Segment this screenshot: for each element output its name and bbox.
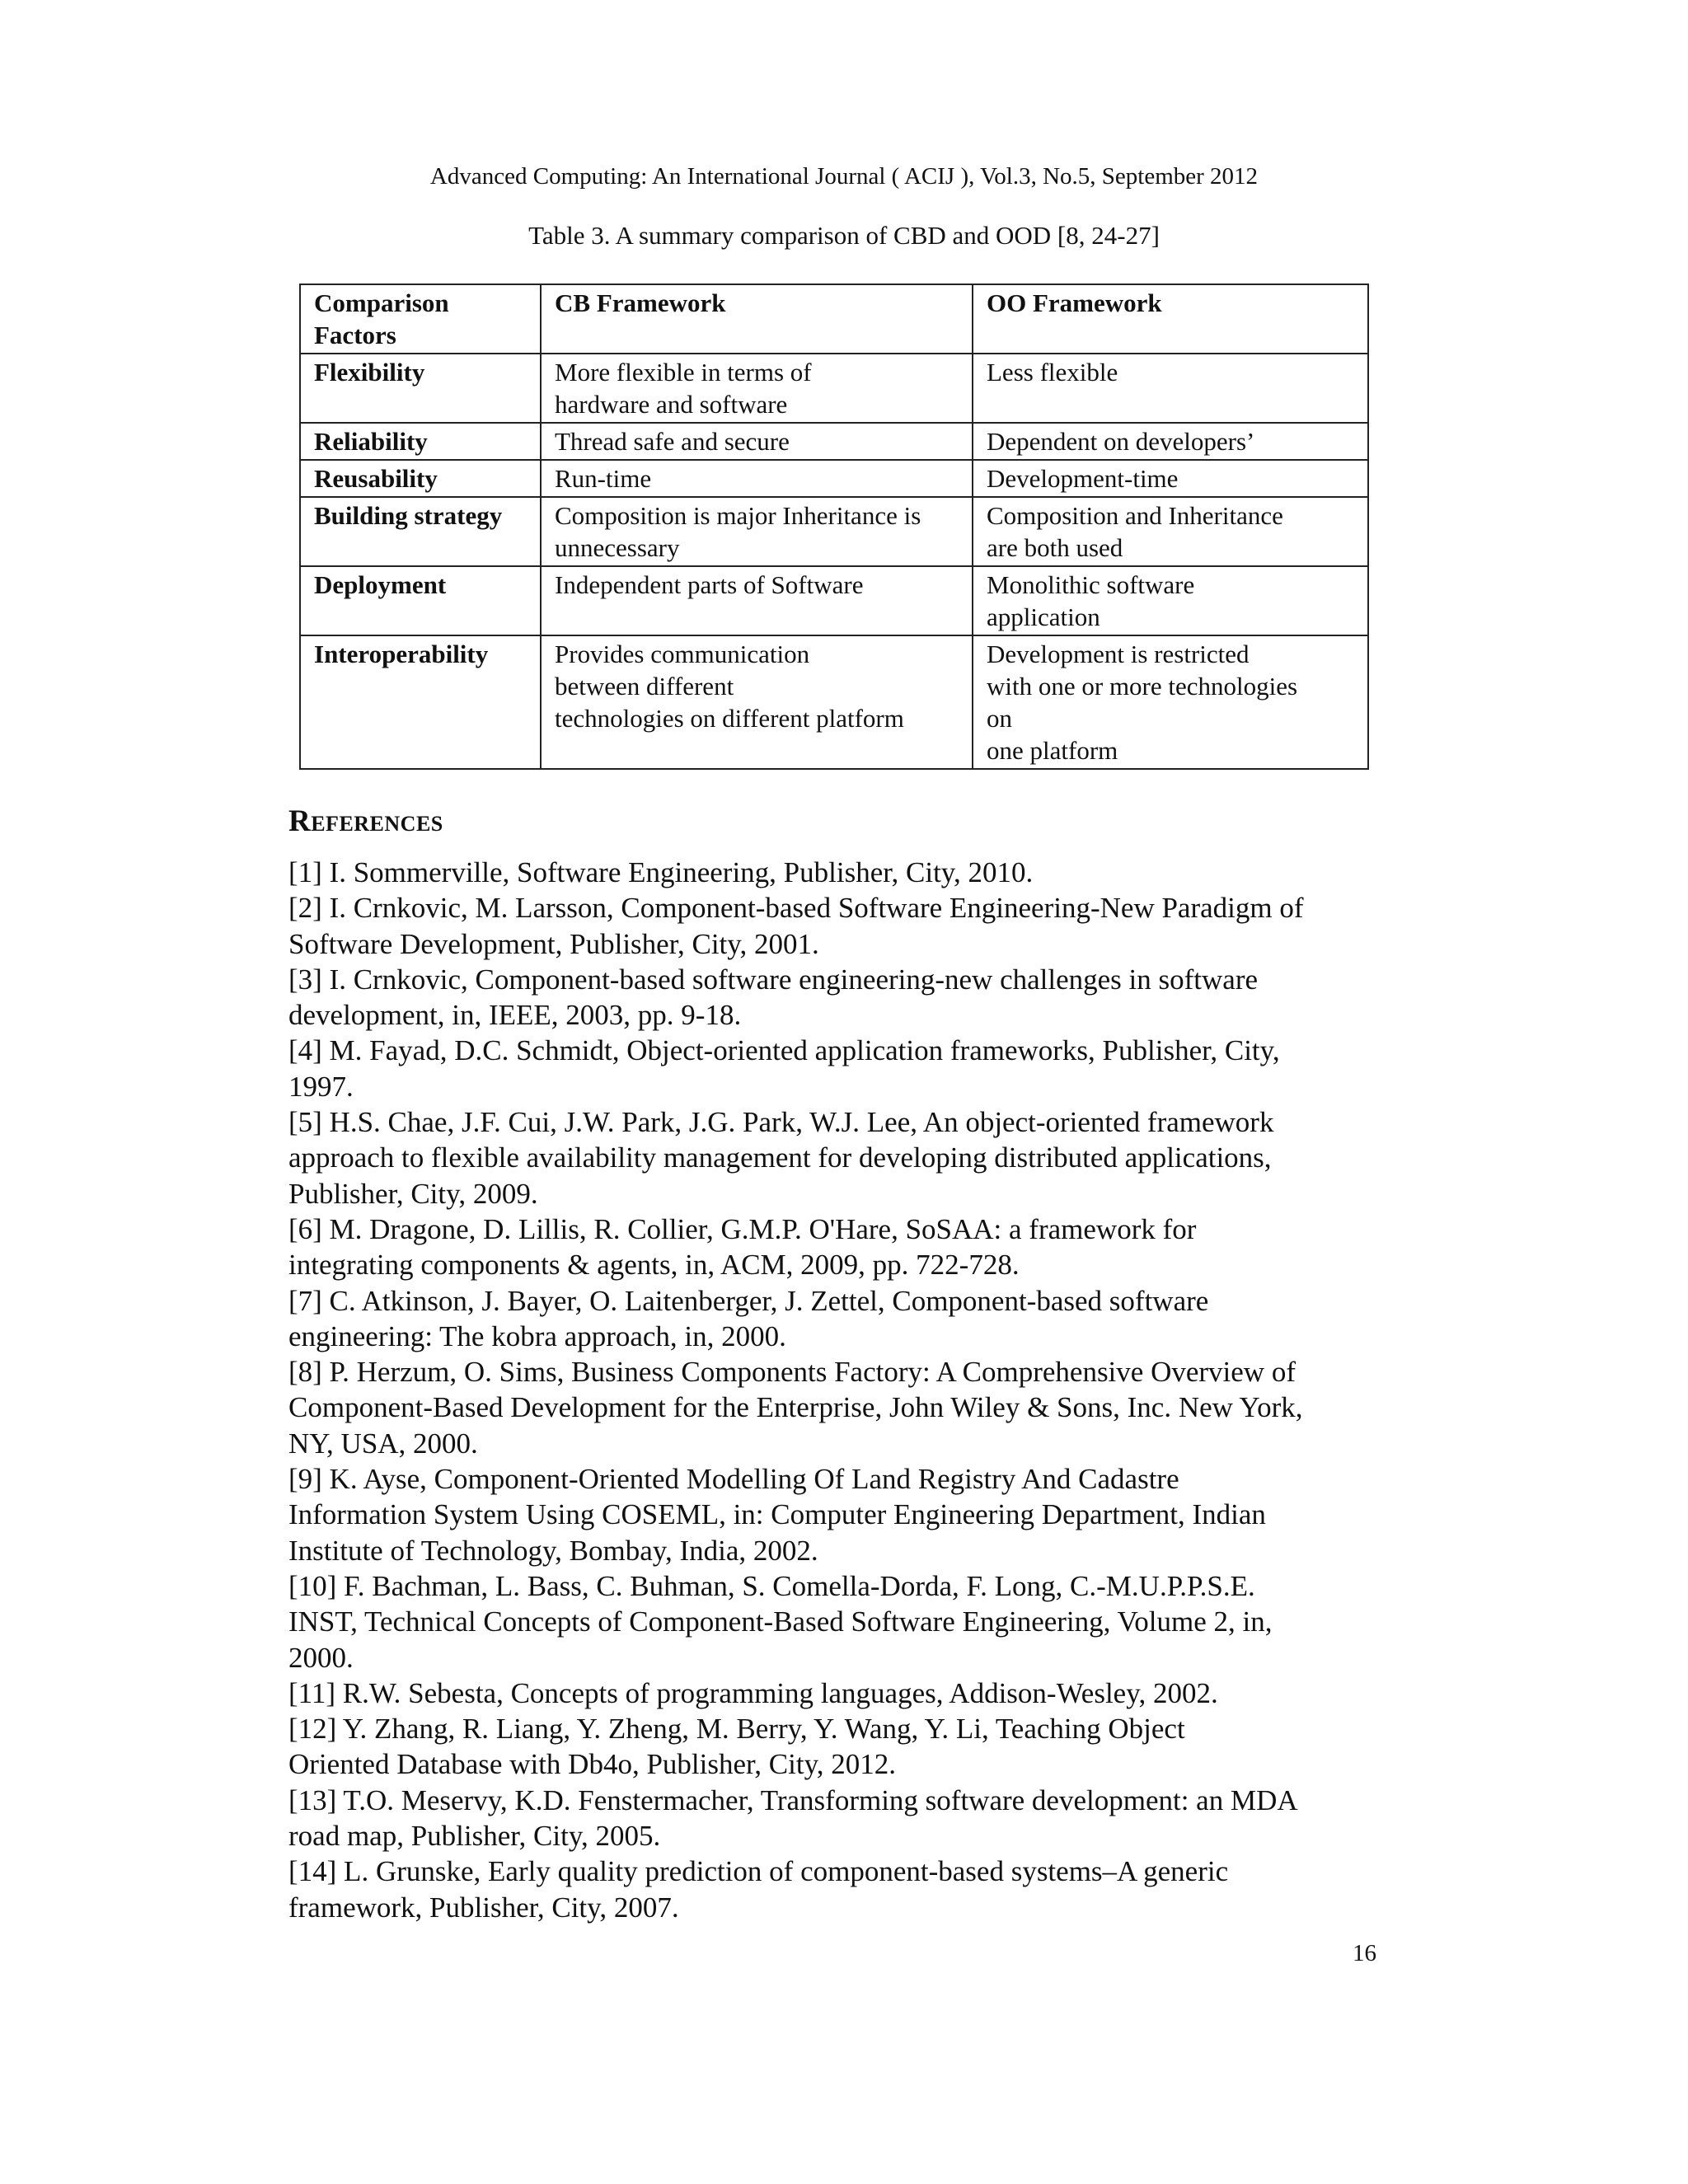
cell-text: one platform — [987, 736, 1118, 765]
header-cell-oo — [973, 284, 1368, 354]
table-row — [300, 566, 1368, 635]
table-cell-cb — [541, 497, 973, 566]
cell-text: Thread safe and secure — [555, 427, 790, 456]
table-cell-oo — [973, 635, 1368, 769]
table-cell-factor — [300, 497, 541, 566]
table-cell-cb — [541, 460, 973, 497]
table-row — [300, 460, 1368, 497]
reference-line: Oriented Database with Db4o, Publisher, City, 2012. — [288, 1748, 897, 1781]
table-cell-oo — [973, 566, 1368, 635]
cell-text: Reliability — [314, 427, 428, 456]
reference-line: road map, Publisher, City, 2005. — [288, 1820, 661, 1853]
reference-line: [9] K. Ayse, Component-Oriented Modelling Of Land Registry And Cadastre — [288, 1463, 1179, 1496]
reference-line: [3] I. Crnkovic, Component-based software engineering-new challenges in software — [288, 963, 1259, 996]
reference-line: Software Development, Publisher, City, 2001. — [288, 927, 819, 960]
cell-text: Interoperability — [314, 640, 489, 668]
table-row — [300, 354, 1368, 423]
table-cell-cb — [541, 423, 973, 460]
reference-line: [11] R.W. Sebesta, Concepts of programming languages, Addison-Wesley, 2002. — [288, 1676, 1218, 1709]
cell-text: application — [987, 602, 1100, 631]
table-cell-factor — [300, 423, 541, 460]
reference-line: 2000. — [288, 1641, 354, 1674]
cell-text: between different — [555, 672, 734, 701]
reference-line: Component-Based Development for the Enterprise, John Wiley & Sons, Inc. New York, — [288, 1391, 1303, 1424]
cell-text: hardware and software — [555, 390, 788, 419]
cell-text: unnecessary — [555, 533, 680, 562]
reference-line: Information System Using COSEML, in: Computer Engineering Department, Indian — [288, 1498, 1266, 1531]
header-text: CB Framework — [555, 288, 726, 317]
reference-line: [6] M. Dragone, D. Lillis, R. Collier, G.M.P. O'Hare, SoSAA: a framework for — [288, 1212, 1197, 1245]
table-cell-oo — [973, 460, 1368, 497]
references-list — [288, 855, 1385, 1925]
reference-line: engineering: The kobra approach, in, 2000. — [288, 1319, 786, 1352]
table-cell-factor — [300, 635, 541, 769]
reference-line: Institute of Technology, Bombay, India, 2002. — [288, 1534, 818, 1567]
cell-text: Composition and Inheritance — [987, 501, 1283, 530]
reference-line: framework, Publisher, City, 2007. — [288, 1891, 679, 1924]
reference-line: [13] T.O. Meservy, K.D. Fenstermacher, Transforming software development: an MDA — [288, 1783, 1298, 1816]
table-row — [300, 635, 1368, 769]
table-cell-oo — [973, 423, 1368, 460]
cell-text: Reusability — [314, 464, 438, 493]
table-cell-oo — [973, 354, 1368, 423]
cell-text: Deployment — [314, 570, 447, 599]
references-heading: References — [288, 804, 443, 838]
reference-line: [8] P. Herzum, O. Sims, Business Components Factory: A Comprehensive Overview of — [288, 1356, 1296, 1389]
cell-text: on — [987, 704, 1012, 733]
reference-line: [5] H.S. Chae, J.F. Cui, J.W. Park, J.G. Park, W.J. Lee, An object-oriented framework — [288, 1106, 1274, 1139]
reference-line: [14] L. Grunske, Early quality prediction of component-based systems–A generic — [288, 1855, 1229, 1888]
cell-text: are both used — [987, 533, 1123, 562]
cell-text: Composition is major Inheritance is — [555, 501, 921, 530]
reference-line: development, in, IEEE, 2003, pp. 9-18. — [288, 999, 742, 1032]
header-cell-factors — [300, 284, 541, 354]
reference-line: approach to flexible availability management for developing distributed applications, — [288, 1141, 1272, 1174]
table-cell-cb — [541, 635, 973, 769]
cell-text: technologies on different platform — [555, 704, 904, 733]
running-header: Advanced Computing: An International Journal ( ACIJ ), Vol.3, No.5, September 2012 — [429, 163, 1259, 190]
header-cell-cb — [541, 284, 973, 354]
cell-text: Development is restricted — [987, 640, 1250, 668]
header-text: Factors — [314, 321, 396, 349]
reference-line: Publisher, City, 2009. — [288, 1177, 538, 1210]
cell-text: Building strategy — [314, 501, 503, 530]
reference-line: 1997. — [288, 1070, 354, 1103]
cell-text: with one or more technologies — [987, 672, 1298, 701]
table-body — [300, 354, 1368, 769]
reference-line: integrating components & agents, in, ACM, 2009, pp. 722-728. — [288, 1249, 1020, 1282]
cell-text: Dependent on developers’ — [987, 427, 1255, 456]
header-text: Comparison — [314, 288, 449, 317]
reference-line: NY, USA, 2000. — [288, 1427, 478, 1460]
cell-text: Monolithic software — [987, 570, 1195, 599]
table-cell-cb — [541, 354, 973, 423]
reference-line: [2] I. Crnkovic, M. Larsson, Component-based Software Engineering-New Paradigm of — [288, 892, 1304, 925]
cell-text: Run-time — [555, 464, 652, 493]
reference-line: [10] F. Bachman, L. Bass, C. Buhman, S. Comella-Dorda, F. Long, C.-M.U.P.P.S.E. — [288, 1569, 1255, 1602]
reference-line: [4] M. Fayad, D.C. Schmidt, Object-oriented application frameworks, Publisher, City, — [288, 1034, 1280, 1067]
table-header-row — [300, 284, 1368, 354]
table-cell-factor — [300, 566, 541, 635]
cell-text: Development-time — [987, 464, 1179, 493]
reference-line: [7] C. Atkinson, J. Bayer, O. Laitenberger, J. Zettel, Component-based software — [288, 1284, 1209, 1317]
reference-line: [12] Y. Zhang, R. Liang, Y. Zheng, M. Berry, Y. Wang, Y. Li, Teaching Object — [288, 1713, 1185, 1746]
comparison-table — [299, 284, 1369, 770]
cell-text: More flexible in terms of — [555, 358, 812, 387]
reference-line: [1] I. Sommerville, Software Engineering, Publisher, City, 2010. — [288, 856, 1034, 888]
table-cell-factor — [300, 354, 541, 423]
page-number: 16 — [1353, 1940, 1376, 1966]
table-caption: Table 3. A summary comparison of CBD and OOD [8, 24-27] — [528, 221, 1160, 250]
table-cell-oo — [973, 497, 1368, 566]
cell-text: Independent parts of Software — [555, 570, 864, 599]
table-cell-factor — [300, 460, 541, 497]
cell-text: Less flexible — [987, 358, 1118, 387]
table-row — [300, 423, 1368, 460]
header-text: OO Framework — [987, 288, 1162, 317]
cell-text: Flexibility — [314, 358, 425, 387]
table-cell-cb — [541, 566, 973, 635]
cell-text: Provides communication — [555, 640, 810, 668]
table-row — [300, 497, 1368, 566]
reference-line: INST, Technical Concepts of Component-Based Software Engineering, Volume 2, in, — [288, 1605, 1273, 1638]
